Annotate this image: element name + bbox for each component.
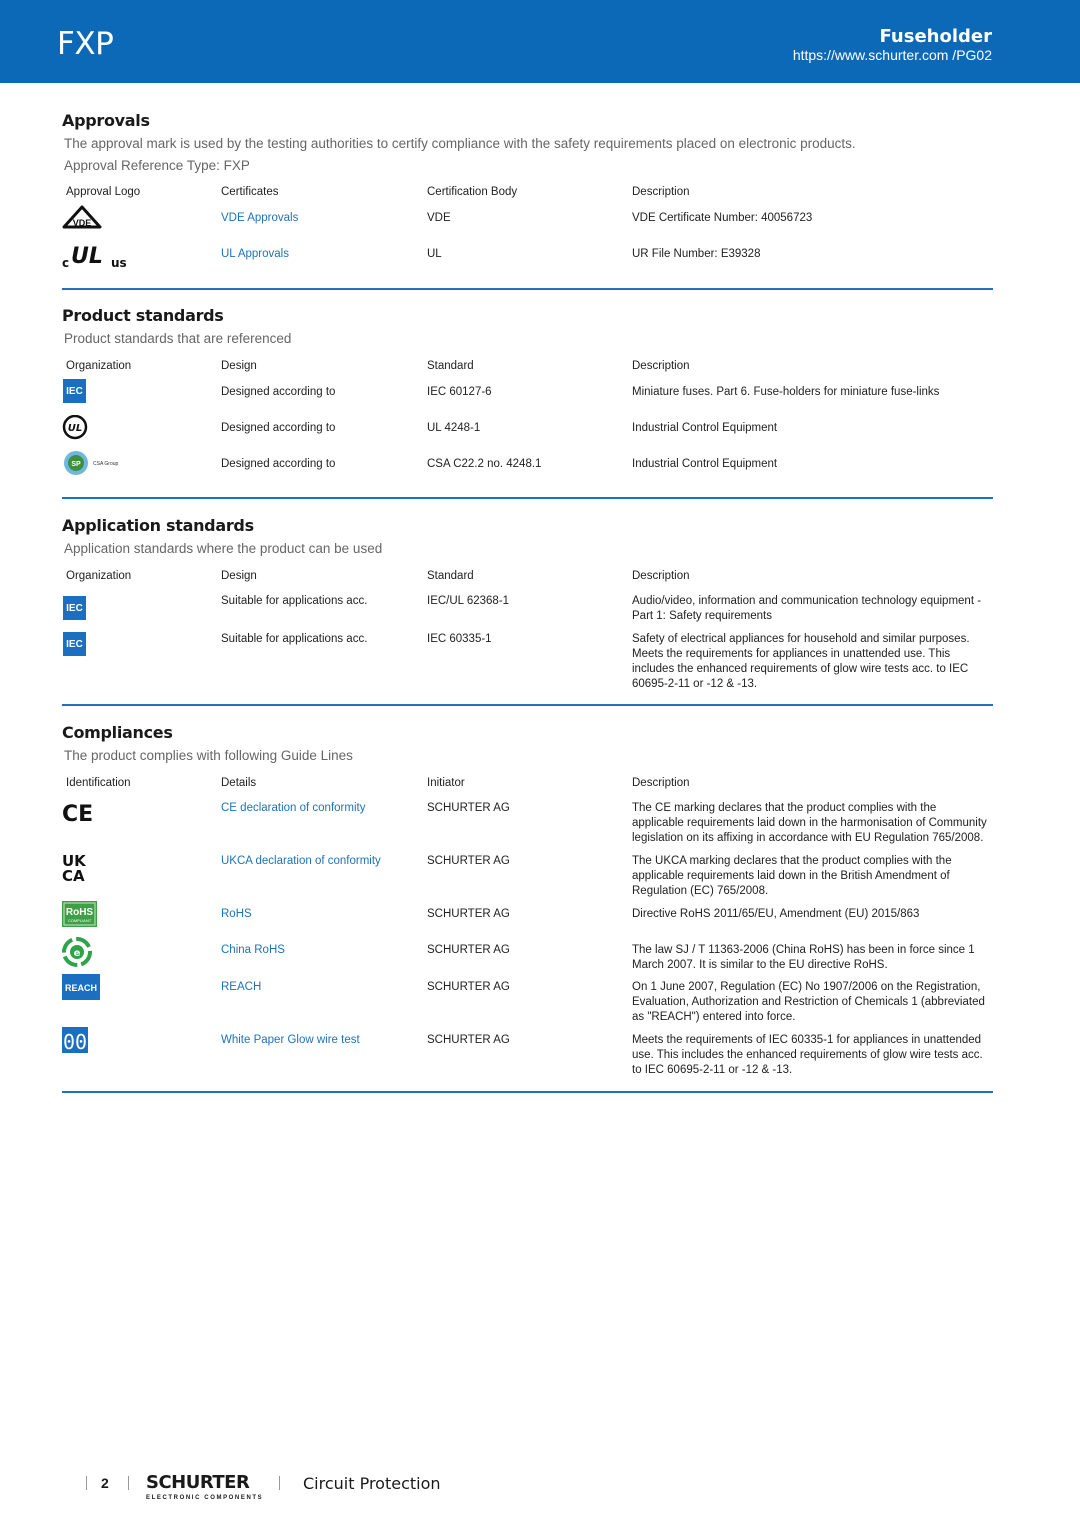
iec-logo [62,379,102,407]
china-rohs-logo-text: e [73,948,81,959]
compliance-description: The UKCA marking declares that the product complies with the applicable requirements laid down in the British Amendment of Regulation (EC) 765/2008. [632,855,952,897]
vde-logo-text: VDE [72,218,92,228]
design-text: Designed according to [221,458,336,470]
page-header [0,0,1080,83]
section-title: Product standards [62,306,224,325]
certification-body: VDE [427,212,451,224]
footer-divider [86,1476,87,1490]
ul-c-text: c [62,256,70,269]
initiator-text: SCHURTER AG [427,1034,510,1046]
rohs-link[interactable]: RoHS [221,908,252,920]
column-header: Organization [66,360,132,372]
design-text: Designed according to [221,422,336,434]
glow-wire-logo-text: 00 [62,1030,88,1054]
footer-divider [279,1476,280,1490]
initiator-text: SCHURTER AG [427,908,510,920]
standard-description: Industrial Control Equipment [632,458,778,470]
standard-description: Safety of electrical appliances for household and similar purposes. Meets the requirements for appliances in unattended use. This includes the enhanced requirements of glow wire tests acc. to IEC 60695-2-11 or -12 & -13. [632,633,970,690]
section-divider [62,704,993,706]
ul-circle-text: UL [67,423,83,434]
certification-body: UL [427,248,442,260]
ukca-declaration-link[interactable]: UKCA declaration of conformity [221,855,381,867]
reach-logo [62,974,102,1002]
ce-logo-text: CE [62,802,94,827]
rohs-logo-subtext: COMPLIANT [67,918,92,923]
section-title: Application standards [62,516,254,535]
ukca-bottom-text: CA [62,867,85,884]
reach-logo-text: REACH [64,983,98,993]
design-text: Suitable for applications acc. [221,633,368,645]
standard-description: Audio/video, information and communication technology equipment - Part 1: Safety requirements [632,595,982,622]
column-header: Description [632,570,690,582]
column-header: Description [632,186,690,198]
column-header: Identification [66,777,131,789]
section-divider [62,1091,993,1093]
standard-description: Industrial Control Equipment [632,422,778,434]
product-category: Fuseholder [879,26,992,47]
column-header: Details [221,777,257,789]
iec-logo-text: IEC [66,639,83,650]
ukca-top-text: UK [62,852,86,870]
compliance-description: Meets the requirements of IEC 60335-1 for appliances in unattended use. This includes the enhanced requirements of glow wire tests acc. to IEC 60695-2-11 or -12 & -13. [632,1034,983,1076]
footer-divider [128,1476,129,1490]
standard-text: UL 4248-1 [427,422,481,434]
section-subtitle: Application standards where the product can be used [64,541,383,556]
footer-section-label: Circuit Protection [303,1474,441,1493]
product-standards-section [62,306,993,501]
approvals-section [62,111,993,291]
ul-recognized-logo [62,241,132,269]
page-number: 2 [101,1475,109,1491]
ul-us-text: us [111,256,127,269]
section-subtitle: The approval mark is used by the testing authorities to certify compliance with the safety requirements placed on electronic products. [64,136,856,151]
approval-reference: Approval Reference Type: FXP [64,158,250,173]
column-header: Standard [427,570,474,582]
standard-description: Miniature fuses. Part 6. Fuse-holders for miniature fuse-links [632,386,940,398]
ul-logo [62,415,102,443]
csa-logo [62,451,122,479]
page-footer [0,1470,1080,1510]
product-code: FXP [57,26,114,62]
column-header: Organization [66,570,132,582]
section-divider [62,288,993,290]
section-divider [62,497,993,499]
rohs-logo [62,901,102,929]
design-text: Designed according to [221,386,336,398]
reach-link[interactable]: REACH [221,981,262,993]
column-header: Certificates [221,186,279,198]
china-rohs-link[interactable]: China RoHS [221,944,285,956]
ul-mark-text: UL [71,244,103,269]
compliances-section [62,723,993,1098]
header-url[interactable]: https://www.schurter.com /PG02 [792,47,992,63]
initiator-text: SCHURTER AG [427,802,510,814]
approval-description: VDE Certificate Number: 40056723 [632,212,813,224]
section-subtitle: Product standards that are referenced [64,331,292,346]
standard-text: IEC 60335-1 [427,633,492,645]
standard-text: CSA C22.2 no. 4248.1 [427,458,542,470]
initiator-text: SCHURTER AG [427,944,510,956]
standard-text: IEC 60127-6 [427,386,492,398]
compliance-description: The law SJ / T 11363-2006 (China RoHS) has been in force since 1 March 2007. It is similar to the EU directive RoHS. [632,944,975,971]
china-rohs-logo [62,937,102,969]
compliance-description: The CE marking declares that the product complies with the applicable requirements laid down in the harmonisation of Community legislation on its affixing in accordance with EU Regulation 765/2008. [632,802,987,844]
ul-approvals-link[interactable]: UL Approvals [221,248,289,260]
brand-tagline: ELECTRONIC COMPONENTS [146,1495,264,1501]
glow-wire-whitepaper-link[interactable]: White Paper Glow wire test [221,1034,360,1046]
compliance-description: On 1 June 2007, Regulation (EC) No 1907/2006 on the Registration, Evaluation, Authorization and Restriction of Chemicals 1 (abbreviated as "REACH") entered into force. [632,981,985,1023]
iec-logo-text: IEC [66,603,83,614]
vde-logo [62,205,102,233]
section-title: Compliances [62,723,173,742]
ce-logo [62,799,102,827]
csa-logo-text: CSA Group [93,461,119,467]
initiator-text: SCHURTER AG [427,855,510,867]
initiator-text: SCHURTER AG [427,981,510,993]
application-standards-section [62,516,993,711]
column-header: Description [632,360,690,372]
iec-logo-text: IEC [66,386,83,397]
schurter-logo: SCHURTER [146,1472,250,1493]
iec-logo [62,632,102,660]
column-header: Design [221,360,257,372]
section-title: Approvals [62,111,150,130]
csa-seal-text: SP [71,461,81,468]
column-header: Description [632,777,690,789]
approval-description: UR File Number: E39328 [632,248,761,260]
ce-declaration-link[interactable]: CE declaration of conformity [221,802,366,814]
section-subtitle: The product complies with following Guide Lines [64,748,353,763]
ukca-logo [62,852,102,884]
rohs-logo-text: RoHS [65,907,94,918]
standard-text: IEC/UL 62368-1 [427,595,510,607]
column-header: Standard [427,360,474,372]
vde-approvals-link[interactable]: VDE Approvals [221,212,299,224]
column-header: Certification Body [427,186,518,198]
column-header: Design [221,570,257,582]
column-header: Initiator [427,777,465,789]
glow-wire-logo [62,1027,102,1055]
design-text: Suitable for applications acc. [221,595,368,607]
column-header: Approval Logo [66,186,141,198]
compliance-description: Directive RoHS 2011/65/EU, Amendment (EU) 2015/863 [632,908,920,920]
iec-logo [62,596,102,624]
